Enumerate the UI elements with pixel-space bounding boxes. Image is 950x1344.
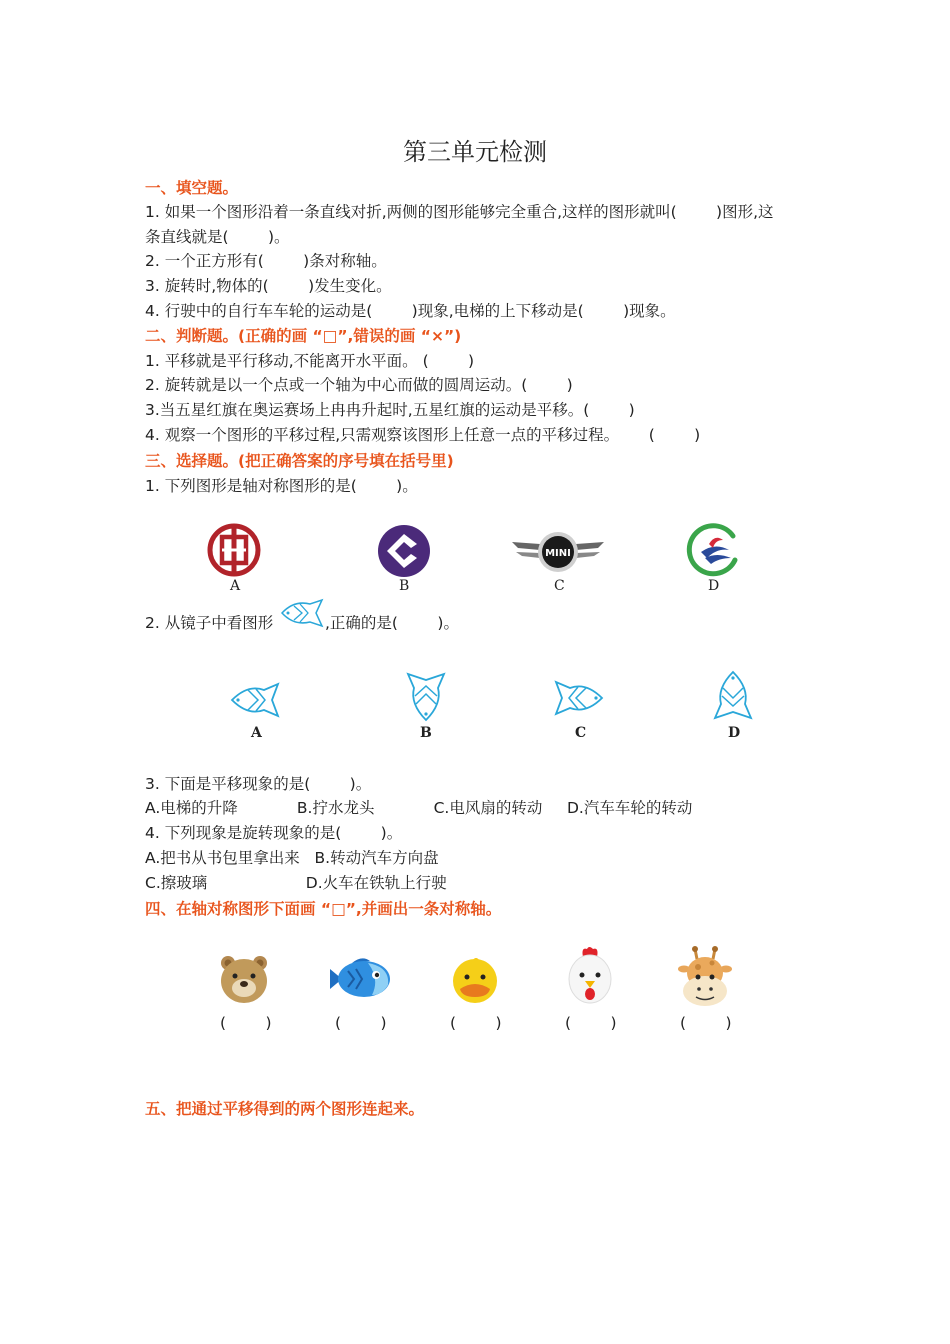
answer-paren-1: ( ) <box>220 1014 272 1032</box>
s1-question-4: 4. 行驶中的自行车车轮的运动是( )现象,电梯的上下移动是( )现象。 <box>145 302 676 320</box>
s1-question-2: 2. 一个正方形有( )条对称轴。 <box>145 252 387 270</box>
fish-option-b-icon <box>406 672 446 722</box>
s3-question-4-options-2: C.擦玻璃 D.火车在铁轨上行驶 <box>145 874 447 892</box>
page-title: 第三单元检测 <box>403 138 547 166</box>
giraffe-face-icon <box>678 945 732 1009</box>
s3-question-3-options: A.电梯的升降 B.拧水龙头 C.电风扇的转动 D.汽车车轮的转动 <box>145 799 693 817</box>
s2-question-3: 3.当五星红旗在奥运赛场上冉冉升起时,五星红旗的运动是平移。( ) <box>145 401 635 419</box>
s3-question-4: 4. 下列现象是旋转现象的是( )。 <box>145 824 403 842</box>
s3-question-3: 3. 下面是平移现象的是( )。 <box>145 775 372 793</box>
fish-option-c-icon <box>554 680 604 716</box>
bank-logo-icon <box>207 523 261 577</box>
s1-question-1-line-2: 条直线就是( )。 <box>145 228 290 246</box>
construction-bank-logo-icon <box>377 524 431 578</box>
s3-question-4-options-1: A.把书从书包里拿出来 B.转动汽车方向盘 <box>145 849 439 867</box>
s3-question-1: 1. 下列图形是轴对称图形的是( )。 <box>145 477 418 495</box>
chicken-face-icon <box>565 945 615 1009</box>
s3-question-2-prefix: 2. 从镜子中看图形 <box>145 614 274 632</box>
q2-label-a: A <box>251 725 262 741</box>
s2-question-4: 4. 观察一个图形的平移过程,只需观察该图形上任意一点的平移过程。 ( ) <box>145 426 701 444</box>
section-2-heading: 二、判断题。(正确的画 “□”,错误的画 “×”) <box>145 327 462 345</box>
s3-question-2-suffix: ,正确的是( )。 <box>325 614 459 632</box>
s2-question-2: 2. 旋转就是以一个点或一个轴为中心而做的圆周运动。( ) <box>145 376 573 394</box>
section-5-heading: 五、把通过平移得到的两个图形连起来。 <box>145 1100 425 1118</box>
q2-label-c: C <box>575 725 587 741</box>
section-1-heading: 一、填空题。 <box>145 179 239 197</box>
fish-option-d-icon <box>713 670 753 720</box>
q1-label-a: A <box>230 578 241 594</box>
bear-face-icon <box>218 953 270 1005</box>
mini-logo-text: MINI <box>545 548 571 559</box>
mini-logo-icon <box>510 528 606 576</box>
answer-paren-4: ( ) <box>565 1014 617 1032</box>
fish-reference-icon <box>280 598 324 628</box>
section-3-heading: 三、选择题。(把正确答案的序号填在括号里) <box>145 452 454 470</box>
q1-label-d: D <box>708 578 720 594</box>
q2-label-d: D <box>728 725 741 741</box>
q2-label-b: B <box>420 725 432 741</box>
q1-label-b: B <box>399 578 410 594</box>
s1-question-3: 3. 旋转时,物体的( )发生变化。 <box>145 277 392 295</box>
airline-swirl-logo-icon <box>685 522 741 578</box>
duck-face-icon <box>450 955 500 1005</box>
fish-option-a-icon <box>230 682 280 718</box>
q1-label-c: C <box>554 578 565 594</box>
s2-question-1: 1. 平移就是平行移动,不能离开水平面。 ( ) <box>145 352 475 370</box>
answer-paren-5: ( ) <box>680 1014 732 1032</box>
blue-fish-icon <box>328 955 392 1003</box>
answer-paren-3: ( ) <box>450 1014 502 1032</box>
answer-paren-2: ( ) <box>335 1014 387 1032</box>
s1-question-1-line-1: 1. 如果一个图形沿着一条直线对折,两侧的图形能够完全重合,这样的图形就叫( )图形,这 <box>145 203 774 221</box>
section-4-heading: 四、在轴对称图形下面画 “□”,并画出一条对称轴。 <box>145 900 502 918</box>
